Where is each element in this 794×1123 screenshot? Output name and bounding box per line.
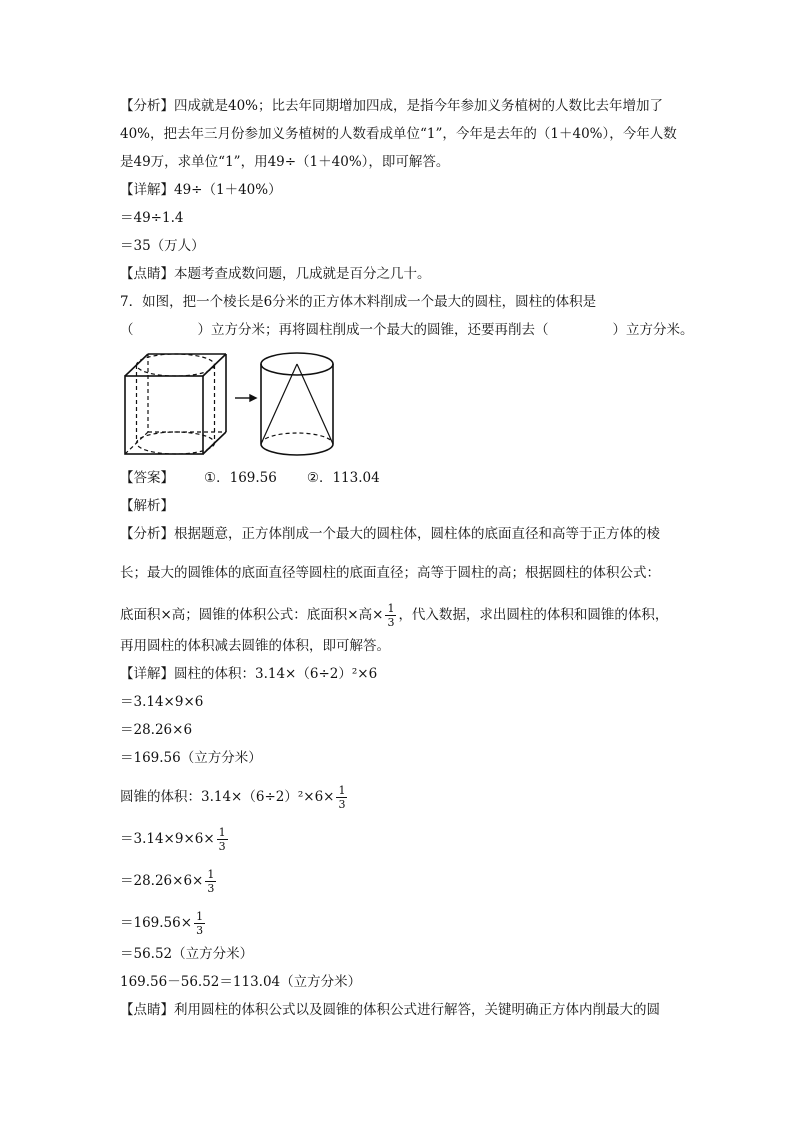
question-7-line-1: 7．如图，把一个棱长是6分米的正方体木料削成一个最大的圆柱，圆柱的体积是: [120, 294, 597, 310]
question-7-end: ）立方分米。: [612, 322, 694, 338]
geometry-diagram: [120, 348, 360, 463]
final-comment-line: 【点睛】利用圆柱的体积公式以及圆锥的体积公式进行解答，关键明确正方体内削最大的圆: [120, 1002, 660, 1018]
calc-line-4: ＝169.56（立方分米）: [120, 750, 262, 766]
arrow-icon: [235, 395, 256, 401]
fraction-one-third: $\frac{1}{3}$: [338, 784, 346, 811]
solution-analysis-1: 【分析】根据题意，正方体削成一个最大的圆柱体，圆柱体的底面直径和高等于正方体的棱: [120, 526, 660, 542]
blank-open-1: （: [120, 322, 134, 338]
fraction-one-third: $\frac{1}{3}$: [207, 868, 215, 895]
calc-text: ＝3.14×9×6×: [120, 831, 215, 847]
calc-text: ＝169.56×: [120, 915, 193, 931]
fraction-one-third: $\frac{1}{3}$: [196, 910, 204, 937]
detail-line-3: ＝35（万人）: [120, 238, 205, 254]
document-page: [120, 96, 694, 1028]
question-7-line-2: [120, 320, 694, 348]
question-7-mid: ）立方分米；再将圆柱削成一个最大的圆锥，还要再削去（: [197, 322, 549, 338]
cone-volume-text: 圆锥的体积：3.14×（6÷2）²×6×: [120, 789, 335, 805]
calc-line-6: [120, 818, 680, 860]
calc-line-1: 【详解】圆柱的体积：3.14×（6÷2）²×6: [120, 666, 378, 682]
calc-line-7: [120, 860, 680, 902]
answer-1: ①．169.56: [204, 470, 277, 486]
solution-heading: 【解析】: [120, 498, 174, 514]
calc-line-9: ＝56.52（立方分米）: [120, 946, 254, 962]
calc-text: ＝28.26×6×: [120, 873, 204, 889]
calc-line-2: ＝3.14×9×6: [120, 694, 204, 710]
analysis-line-1: 【分析】四成就是40%；比去年同期增加四成，是指今年参加义务植树的人数比去年增加了: [120, 98, 664, 114]
calc-line-5: [120, 776, 680, 818]
cube-cylinder-cone-figure: [120, 348, 680, 468]
answer-2: ②．113.04: [306, 470, 380, 486]
comment-line: 【点睛】本题考查成数问题，几成就是百分之几十。: [120, 266, 431, 282]
formula-text: 底面积×高；圆锥的体积公式：底面积×高×: [120, 607, 384, 623]
detail-line-2: ＝49÷1.4: [120, 210, 184, 226]
answer-line: [120, 468, 680, 496]
solution-analysis-4: 再用圆柱的体积减去圆锥的体积，即可解答。: [120, 638, 390, 654]
analysis-line-2: 40%，把去年三月份参加义务植树的人数看成单位“1”，今年是去年的（1＋40%），今年人数: [120, 126, 677, 142]
detail-line-1: 【详解】49÷（1＋40%）: [120, 182, 282, 198]
cylinder-with-cone: [261, 353, 333, 455]
calc-line-10: 169.56－56.52＝113.04（立方分米）: [120, 974, 362, 990]
analysis-line-3: 是49万，求单位“1”，用49÷（1＋40%），即可解答。: [120, 154, 450, 170]
fraction-one-third: $\frac{1}{3}$: [387, 602, 395, 629]
answer-label: 【答案】: [120, 470, 174, 486]
solution-analysis-3: [120, 594, 680, 636]
formula-text-end: ，代入数据，求出圆柱的体积和圆锥的体积，: [398, 607, 669, 623]
calc-line-8: [120, 902, 680, 944]
fraction-one-third: $\frac{1}{3}$: [218, 826, 226, 853]
solution-analysis-2: 长；最大的圆锥体的底面直径等圆柱的底面直径；高等于圆柱的高；根据圆柱的体积公式：: [120, 565, 660, 581]
calc-line-3: ＝28.26×6: [120, 722, 193, 738]
